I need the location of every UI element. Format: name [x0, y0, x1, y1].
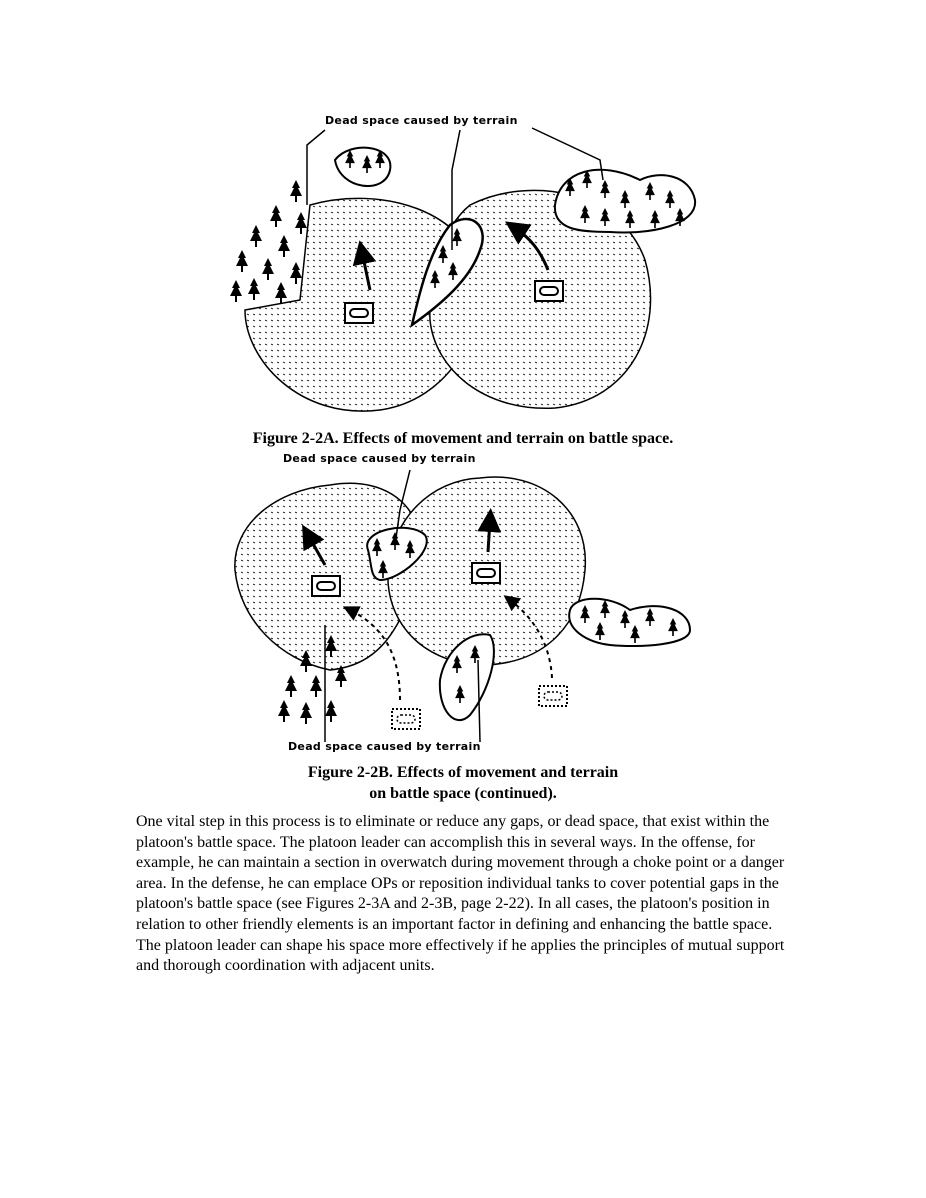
figure-b-callout-bottom: Dead space caused by terrain: [288, 740, 481, 753]
figure-b-callout-top: Dead space caused by terrain: [283, 452, 476, 465]
tank-b-left: [312, 576, 340, 596]
figure-b-caption-line1: Figure 2-2B. Effects of movement and terrain: [307, 764, 619, 781]
movement-arrow-b-right: [488, 520, 490, 552]
figure-a-callout: Dead space caused by terrain: [325, 114, 518, 127]
tank-right: [535, 281, 563, 301]
body-paragraph: One vital step in this process is to eliminate or reduce any gaps, or dead space, that exist within the platoon's battle space. The platoon leader can accomplish this in several ways. In the offense, for example, he can maintain a section in overwatch during movement through a choke point or a danger area. In the defense, he can emplace OPs or reposition individual tanks to cover potential gaps in the platoon's battle space (see Figures 2-3A and 2-3B, page 2-22). In all cases, the platoon's position in relation to other friendly elements is an important factor in defining and enhancing the battle space. The platoon leader can shape his space more effectively if he applies the principles of mutual support and thorough coordination with adjacent units.: [136, 813, 785, 975]
tank-b-previous-right: [539, 686, 567, 706]
figure-2-2b-diagram: [0, 450, 926, 760]
figure-b-caption-line2: on battle space (continued).: [369, 785, 557, 802]
tank-b-previous-left: [392, 709, 420, 729]
figure-2-2a: [0, 0, 926, 460]
tank-left: [345, 303, 373, 323]
figure-2-2b: [0, 450, 926, 760]
figure-a-caption: Figure 2-2A. Effects of movement and terrain on battle space.: [252, 430, 674, 447]
tank-b-right: [472, 563, 500, 583]
left-woods: [230, 180, 307, 304]
figure-2-2a-diagram: [0, 0, 926, 460]
